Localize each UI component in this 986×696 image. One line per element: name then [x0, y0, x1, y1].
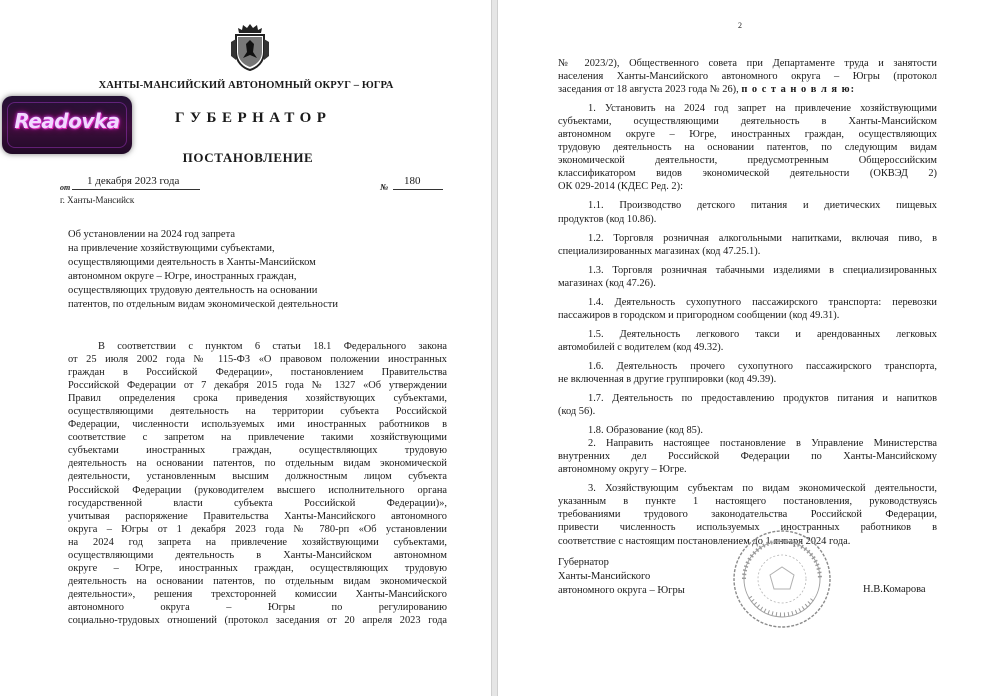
sub-item-1-5-cont: автомобилей с водителем (код 49.32). [558, 341, 724, 353]
number-label: № [380, 182, 389, 192]
decree-subject [68, 228, 338, 312]
body-line: Правил определения срока приведения хозяйствующих субъектами, [68, 393, 447, 405]
body-line: Российской Федерации (руководителем высшего исполнительного органа [68, 484, 447, 496]
body-line: Российской Федерации от 7 декабря 2015 года № 1327 «Об утверждении [68, 380, 447, 392]
item-3-line: требованиями трудового законодательства Российской Федерации, [558, 509, 937, 521]
item-3-line: указанным в пункте 1 настоящего постановления, руководствуясь [558, 496, 937, 508]
signatory-name: Н.В.Комарова [863, 584, 926, 595]
body-line: соответствие с запретом на привлечение такими хозяйствующими [68, 432, 447, 444]
item-2-line: автономному округу – Югре. [558, 464, 687, 476]
date-underline [72, 189, 200, 190]
body-line: округе – Югре, иностранных граждан, осуществляющих трудовую [68, 562, 447, 574]
item-1-line: автономном округе – Югре, иностранных граждан, осуществляющих [558, 129, 937, 141]
sub-item-1-1-cont: продуктов (код 10.86). [558, 213, 657, 225]
readovka-watermark-logo [2, 96, 132, 154]
sub-item-1-7-cont: (код 56). [558, 406, 596, 418]
body-line: В соответствии с пунктом 6 статьи 18.1 Федерального закона [98, 341, 447, 352]
signature-title-line: автономного округа – Югры [558, 585, 685, 596]
signature-title-line: Ханты-Мансийского [558, 571, 651, 582]
body-line: осуществляющими деятельность в Ханты-Мансийском автономном [68, 549, 447, 561]
body-line: округа – Югры от 1 декабря 2023 года № 780-рп «Об установлении [68, 523, 447, 535]
subject-line: автономном округе – Югре, иностранных граждан, [68, 271, 297, 282]
page-number: 2 [738, 21, 742, 30]
body-line: государственной власти субъекта Российской Федерации)», [68, 497, 447, 509]
item-1-line: субъектами, осуществляющими деятельность в Ханты-Мансийском [558, 116, 937, 128]
intro-line-last [558, 83, 937, 96]
subject-line: осуществляющих трудовую деятельность на основании [68, 285, 318, 296]
body-line: деятельности», решения трехсторонней комиссии Ханты-Мансийского [68, 588, 447, 600]
sub-item-1-3: 1.3. Торговля розничная табачными изделиями в специализированных [588, 264, 937, 276]
body-line: Федерации, численности используемых ими иностранных работников в [68, 419, 447, 431]
body-line: на 2024 год запрета на привлечение хозяйствующими субъектами, [68, 536, 447, 548]
body-line: автономного округа – Югры по регулированию [68, 601, 447, 613]
decree-number: 180 [404, 175, 421, 187]
subject-line: патентов, по отдельным видам экономической деятельности [68, 299, 338, 310]
from-label: от [60, 183, 71, 192]
body-line: учитывая распоряжение Правительства Ханты-Мансийского автономного [68, 510, 447, 522]
item-3-line: соответствие с настоящим постановлением до 1 января 2024 года. [558, 535, 851, 547]
item-3-line: привести численность используемых иностранных работников в [558, 522, 937, 534]
intro-line: населения Ханты-Мансийского автономного округа – Югры (протокол [558, 71, 937, 83]
body-line: субъектами иностранных граждан, осуществляющих трудовую [68, 445, 447, 457]
sub-item-1-4-cont: пассажиров в городском и пригородном сообщении (код 49.31). [558, 309, 840, 321]
sub-item-1-4: 1.4. Деятельность сухопутного пассажирского транспорта: перевозки [588, 296, 937, 308]
subject-line: на привлечение хозяйствующими субъектами, [68, 243, 275, 254]
governor-heading: ГУБЕРНАТОР [175, 110, 332, 126]
intro-line: № 2023/2), Общественного совета при Департаменте труда и занятости [558, 58, 937, 69]
body-line: деятельности, установленным высшим должностным лицом субъекта [68, 471, 447, 483]
decree-date: 1 декабря 2023 года [87, 175, 180, 187]
body-line: деятельность на основании патентов, по отдельным видам экономической [68, 458, 447, 470]
sub-item-1-8: 1.8. Образование (код 85). [588, 425, 703, 437]
okrug-title: ХАНТЫ-МАНСИЙСКИЙ АВТОНОМНЫЙ ОКРУГ – ЮГРА [98, 80, 394, 91]
watermark-text: Readovka [14, 109, 120, 133]
item-2-line: 2. Направить настоящее постановление в Управление Министерства [588, 438, 937, 450]
sub-item-1-3-cont: магазинах (код 47.26). [558, 277, 656, 289]
sub-item-1-2: 1.2. Торговля розничная алкогольными напитками, включая пиво, в [588, 232, 937, 244]
intro-text: заседания от 18 августа 2023 года № 26), [558, 84, 742, 96]
coat-of-arms-emblem [229, 22, 271, 72]
preamble-text [68, 340, 447, 627]
item-1-line: экономической деятельности, предусмотренным Общероссийским [558, 155, 937, 167]
item-3-line: 3. Хозяйствующим субъектам по видам экономической деятельности, [588, 483, 937, 495]
sub-item-1-1: 1.1. Производство детского питания и диетических пищевых [588, 200, 937, 212]
sub-item-1-7: 1.7. Деятельность по предоставлению продуктов питания и напитков [588, 393, 937, 405]
sub-item-1-2-cont: специализированных магазинах (код 47.25.1). [558, 245, 761, 257]
item-1-line: 1. Установить на 2024 год запрет на привлечение хозяйствующими [588, 103, 937, 115]
body-line: социально-трудовых отношений (протокол заседания от 20 апреля 2023 года [68, 614, 447, 626]
item-1-line: трудовую деятельность на основании патентов, по следующим видам [558, 142, 937, 154]
body-line: граждан в Российской Федерации», постановлением Правительства [68, 367, 447, 379]
sub-item-1-6-cont: не включенная в другие группировки (код 49.39). [558, 373, 777, 385]
subject-line: Об установлении на 2024 год запрета [68, 229, 235, 240]
item-1-line: ОК 029-2014 (КДЕС Ред. 2): [558, 181, 683, 193]
official-seal-stamp [730, 527, 834, 631]
signature-title-line: Губернатор [558, 557, 609, 568]
item-1-line: классификатором видов экономической деятельности (ОКВЭД 2) [558, 168, 937, 180]
signature-block [558, 556, 685, 598]
resolve-word: п о с т а н о в л я ю: [741, 84, 856, 96]
sub-item-1-5: 1.5. Деятельность легкового такси и арендованных легковых [588, 328, 937, 340]
city: г. Ханты-Мансийск [60, 195, 135, 205]
number-underline [393, 189, 443, 190]
body-line: осуществляющими деятельность на территории субъекта Российской [68, 406, 447, 418]
subject-line: осуществляющими деятельность в Ханты-Мансийском [68, 257, 316, 268]
body-line: деятельность на основании патентов, по отдельным видам экономической [68, 575, 447, 587]
item-2-line: внутренних дел Российской Федерации по Ханты-Мансийскому [558, 451, 937, 463]
page-2 [497, 0, 986, 696]
body-line: от 25 июля 2002 года № 115-ФЗ «О правовом положении иностранных [68, 354, 447, 366]
decree-body [558, 57, 937, 548]
decree-heading: ПОСТАНОВЛЕНИЕ [182, 150, 314, 165]
sub-item-1-6: 1.6. Деятельность прочего сухопутного пассажирского транспорта, [588, 360, 937, 372]
